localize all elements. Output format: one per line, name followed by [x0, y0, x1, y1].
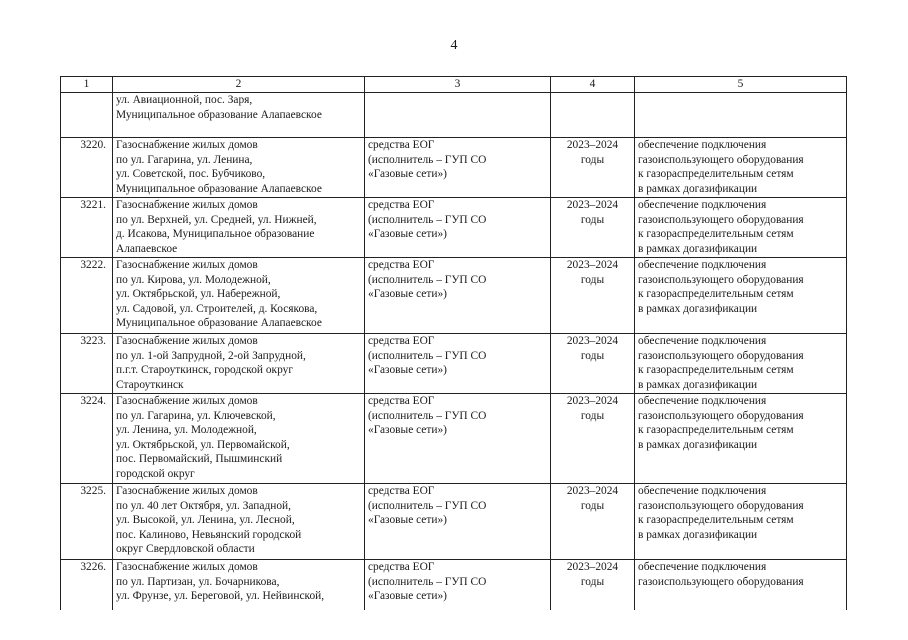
object-name: Газоснабжение жилых домов по ул. 1-ой Запрудной, 2-ой Запрудной, п.г.т. Староуткинск, городской округ Староуткинск: [113, 334, 365, 394]
purpose: обеспечение подключения газоиспользующего оборудования к газораспределительным сетям в рамках догазификации: [635, 198, 847, 258]
period: 2023–2024 годы: [551, 198, 635, 258]
measures-table: [60, 76, 847, 610]
purpose: [635, 93, 847, 138]
purpose: обеспечение подключения газоиспользующего оборудования к газораспределительным сетям в рамках догазификации: [635, 484, 847, 560]
funding-source: средства ЕОГ (исполнитель – ГУП СО «Газовые сети»): [365, 138, 551, 198]
funding-source: [365, 93, 551, 138]
row-number: 3222.: [61, 258, 113, 334]
header-cell-3: 3: [365, 77, 551, 93]
funding-source: средства ЕОГ (исполнитель – ГУП СО «Газовые сети»): [365, 198, 551, 258]
object-name: Газоснабжение жилых домов по ул. Партизан, ул. Бочарникова, ул. Фрунзе, ул. Береговой, ул. Нейвинской,: [113, 560, 365, 610]
object-name: Газоснабжение жилых домов по ул. 40 лет Октября, ул. Западной, ул. Высокой, ул. Ленина, ул. Лесной, пос. Калиново, Невьянский городской округ Свердловской области: [113, 484, 365, 560]
period: 2023–2024 годы: [551, 560, 635, 610]
purpose: обеспечение подключения газоиспользующего оборудования к газораспределительным сетям в рамках догазификации: [635, 258, 847, 334]
object-name: Газоснабжение жилых домов по ул. Кирова, ул. Молодежной, ул. Октябрьской, ул. Набережной, ул. Садовой, ул. Строителей, д. Косякова, Муниципальное образование Алапаевское: [113, 258, 365, 334]
row-number: 3220.: [61, 138, 113, 198]
row-number: 3226.: [61, 560, 113, 610]
row-number: [61, 93, 113, 138]
funding-source: средства ЕОГ (исполнитель – ГУП СО «Газовые сети»): [365, 560, 551, 610]
period: 2023–2024 годы: [551, 394, 635, 484]
row-number: 3224.: [61, 394, 113, 484]
table-row: [61, 258, 847, 334]
object-name: Газоснабжение жилых домов по ул. Гагарина, ул. Ленина, ул. Советской, пос. Бубчиково, Муниципальное образование Алапаевское: [113, 138, 365, 198]
purpose: обеспечение подключения газоиспользующего оборудования: [635, 560, 847, 610]
header-cell-5: 5: [635, 77, 847, 93]
header-cell-2: 2: [113, 77, 365, 93]
table-row: [61, 560, 847, 610]
funding-source: средства ЕОГ (исполнитель – ГУП СО «Газовые сети»): [365, 334, 551, 394]
funding-source: средства ЕОГ (исполнитель – ГУП СО «Газовые сети»): [365, 258, 551, 334]
header-cell-4: 4: [551, 77, 635, 93]
table-row: [61, 394, 847, 484]
row-number: 3225.: [61, 484, 113, 560]
object-name: ул. Авиационной, пос. Заря, Муниципальное образование Алапаевское: [113, 93, 365, 138]
object-name: Газоснабжение жилых домов по ул. Гагарина, ул. Ключевской, ул. Ленина, ул. Молодежной, ул. Октябрьской, ул. Первомайской, пос. Первомайский, Пышминский городской округ: [113, 394, 365, 484]
period: [551, 93, 635, 138]
table-row: [61, 93, 847, 138]
table-row: [61, 484, 847, 560]
table-row: [61, 334, 847, 394]
period: 2023–2024 годы: [551, 334, 635, 394]
header-row: [61, 77, 847, 93]
period: 2023–2024 годы: [551, 138, 635, 198]
funding-source: средства ЕОГ (исполнитель – ГУП СО «Газовые сети»): [365, 484, 551, 560]
purpose: обеспечение подключения газоиспользующего оборудования к газораспределительным сетям в рамках догазификации: [635, 138, 847, 198]
period: 2023–2024 годы: [551, 484, 635, 560]
purpose: обеспечение подключения газоиспользующего оборудования к газораспределительным сетям в рамках догазификации: [635, 394, 847, 484]
row-number: 3223.: [61, 334, 113, 394]
table-row: [61, 198, 847, 258]
object-name: Газоснабжение жилых домов по ул. Верхней, ул. Средней, ул. Нижней, д. Исакова, Муниципальное образование Алапаевское: [113, 198, 365, 258]
table-row: [61, 138, 847, 198]
period: 2023–2024 годы: [551, 258, 635, 334]
purpose: обеспечение подключения газоиспользующего оборудования к газораспределительным сетям в рамках догазификации: [635, 334, 847, 394]
header-cell-1: 1: [61, 77, 113, 93]
row-number: 3221.: [61, 198, 113, 258]
page-number: 4: [450, 38, 458, 53]
funding-source: средства ЕОГ (исполнитель – ГУП СО «Газовые сети»): [365, 394, 551, 484]
